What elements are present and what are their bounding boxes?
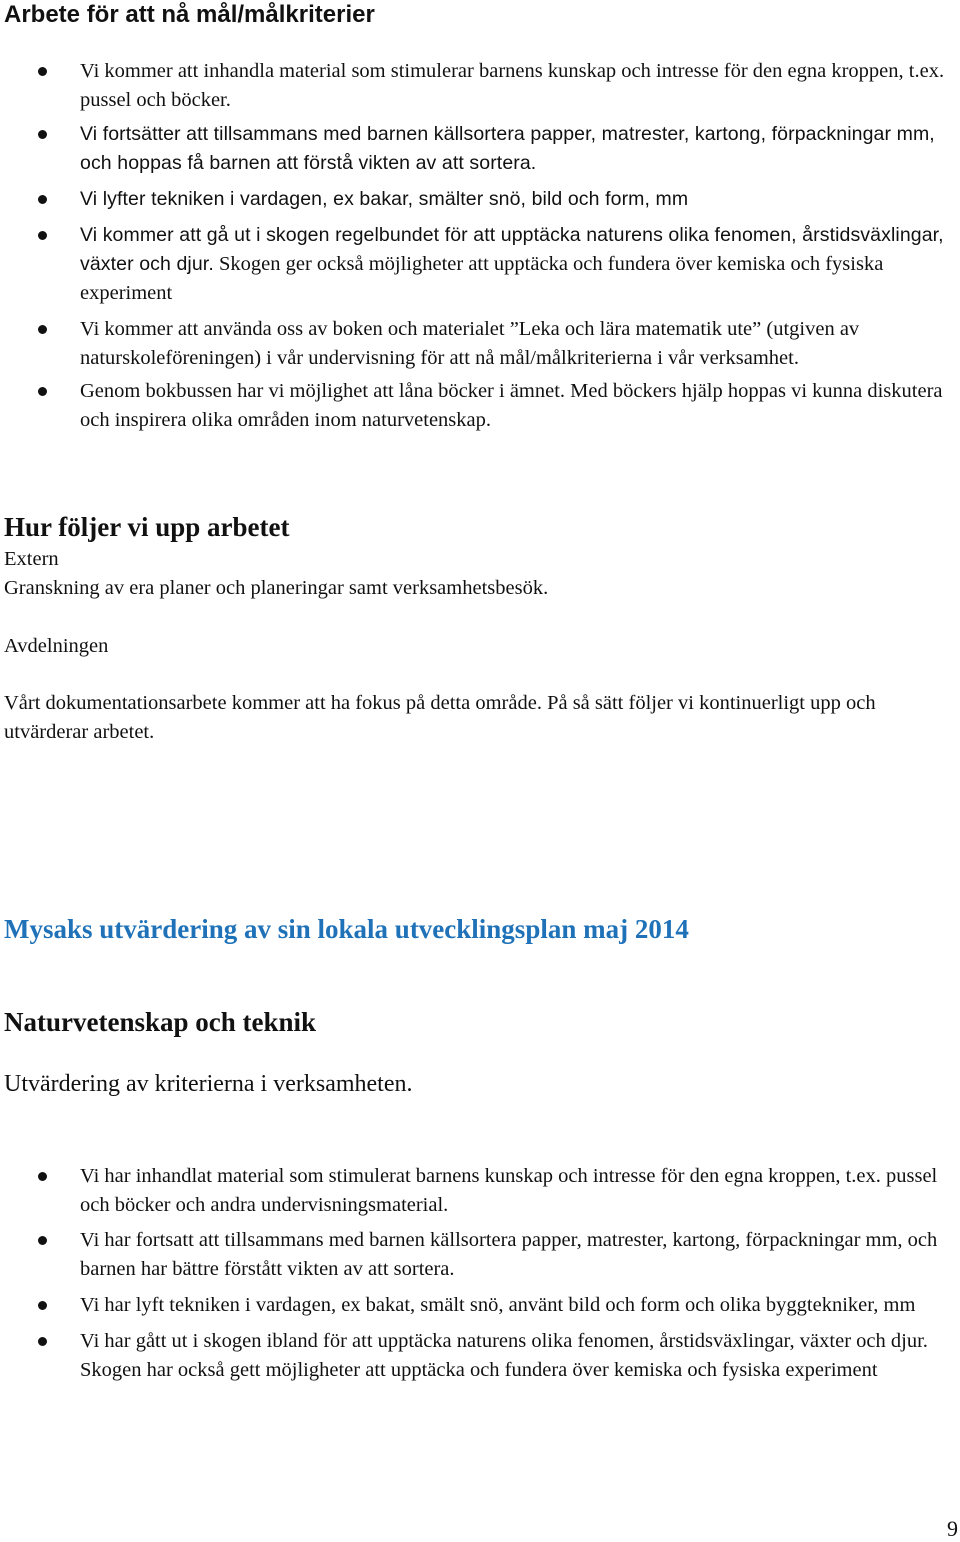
list-item-text: Vi har fortsatt att tillsammans med barnen källsortera papper, matrester, kartong, förpackningar mm, och barnen har bättre förstått vikten av att sortera. <box>80 1229 938 1280</box>
list-item <box>0 1327 958 1385</box>
evaluation-intro: Utvärdering av kriterierna i verksamheten. <box>4 1071 413 1097</box>
list-item-text: Vi lyfter tekniken i vardagen, ex bakar, smälter snö, bild och form, mm <box>80 188 689 210</box>
list-item <box>0 377 958 435</box>
list-item-text: Vi kommer att inhandla material som stimulerar barnens kunskap och intresse för den egna kroppen, t.ex. pussel och böcker. <box>80 60 945 111</box>
list-item-text: Vi har gått ut i skogen ibland för att upptäcka naturens olika fenomen, årstidsväxlingar, växter och djur. <box>80 1330 928 1352</box>
evaluation-list <box>0 1162 958 1385</box>
avdelningen-text: Vårt dokumentationsarbete kommer att ha fokus på detta område. På så sätt följer vi kontinuerligt upp och utvärderar arbetet. <box>4 692 876 743</box>
list-item <box>0 315 958 373</box>
extern-label: Extern <box>4 548 59 570</box>
list-item <box>0 1291 958 1320</box>
list-item-text: Vi fortsätter att tillsammans med barnen källsortera papper, matrester, kartong, förpackningar mm, och hoppas få barnen att förstå vikten av att sortera. <box>80 123 935 174</box>
list-item <box>0 1162 958 1220</box>
section-heading-uppfoljning: Hur följer vi upp arbetet <box>4 512 290 542</box>
list-item <box>0 120 958 178</box>
evaluation-subtitle: Naturvetenskap och teknik <box>4 1007 317 1037</box>
page-number: 9 <box>947 1516 958 1541</box>
list-item-text: Vi kommer att gå ut i skogen regelbundet för att upptäcka naturens olika fenomen, årstidsväxlingar, växter och djur. <box>80 224 944 275</box>
list-item <box>0 185 958 214</box>
evaluation-title: Mysaks utvärdering av sin lokala utvecklingsplan maj 2014 <box>4 914 689 944</box>
list-item-text: Vi har inhandlat material som stimulerat barnens kunskap och intresse för den egna kroppen, t.ex. pussel och böcker och andra undervisningsmaterial. <box>80 1165 938 1216</box>
list-item-text-continued: Skogen ger också möjligheter att upptäcka och fundera över kemiska och fysiska experiment <box>80 253 884 304</box>
list-item <box>0 221 958 308</box>
list-item-text: Genom bokbussen har vi möjlighet att låna böcker i ämnet. Med böckers hjälp hoppas vi kunna diskutera och inspirera olika områden inom naturvetenskap. <box>80 380 943 431</box>
list-item <box>0 57 958 115</box>
list-item-text: Vi kommer att använda oss av boken och materialet ”Leka och lära matematik ute” (utgiven av naturskoleföreningen) i vår undervisning för att nå mål/målkriterierna i vår verksamhet. <box>80 318 860 369</box>
list-item <box>0 1226 958 1284</box>
avdelningen-label: Avdelningen <box>4 635 109 657</box>
list-item-text: Vi har lyft tekniken i vardagen, ex bakat, smält snö, använt bild och form och olika byggtekniker, mm <box>80 1294 916 1316</box>
list-item-text-continued: Skogen har också gett möjligheter att upptäcka och fundera över kemiska och fysiska experiment <box>80 1359 878 1381</box>
goals-list <box>0 57 958 435</box>
section-heading-arbete: Arbete för att nå mål/målkriterier <box>4 1 375 28</box>
extern-text: Granskning av era planer och planeringar samt verksamhetsbesök. <box>4 577 549 599</box>
